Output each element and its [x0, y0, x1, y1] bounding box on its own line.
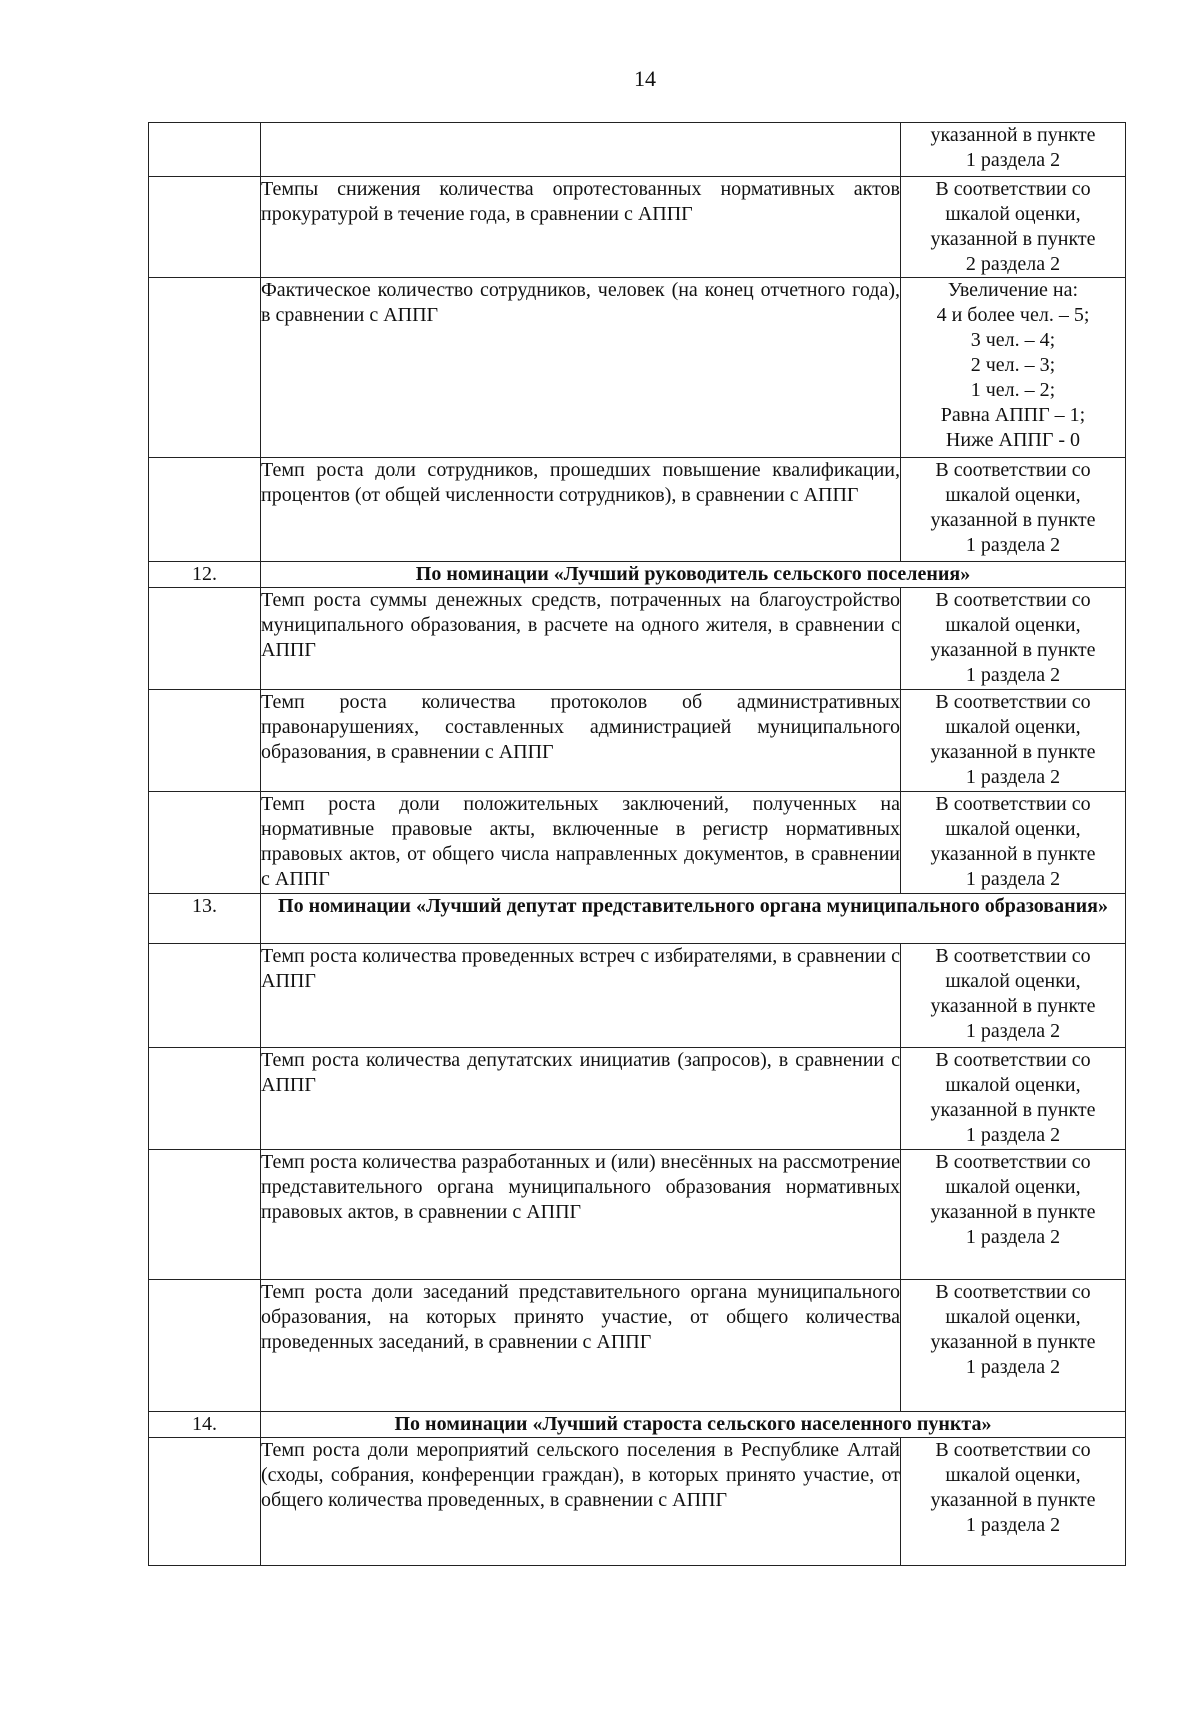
scoring-cell — [901, 177, 1126, 278]
nomination-title: По номинации «Лучший депутат представительного органа муниципального образования» — [261, 894, 1126, 944]
scoring-line: шкалой оценки, — [945, 1074, 1081, 1096]
scoring-line: 1 раздела 2 — [965, 1514, 1061, 1536]
scoring-line: В соответствии со — [935, 178, 1091, 200]
scoring-line: 1 раздела 2 — [965, 868, 1061, 890]
scoring-line: 1 раздела 2 — [965, 1356, 1061, 1378]
criteria-table-body — [149, 123, 1126, 1566]
criterion-text: Темп роста доли положительных заключений, полученных на нормативные правовые акты, включенные в регистр нормативных правовых актов, от общего числа направленных документов, в сравнении с АППГ — [261, 792, 901, 894]
row-number-cell — [149, 1048, 261, 1150]
nomination-row — [149, 1412, 1126, 1438]
scoring-line: указанной в пункте — [930, 995, 1096, 1017]
scoring-line: 1 раздела 2 — [965, 1124, 1061, 1146]
scoring-line: указанной в пункте — [930, 843, 1096, 865]
page-number: 14 — [634, 66, 656, 91]
criterion-text: Темп роста суммы денежных средств, потраченных на благоустройство муниципального образования, в расчете на одного жителя, в сравнении с АППГ — [261, 588, 901, 690]
criterion-row — [149, 458, 1126, 562]
row-number-cell — [149, 1280, 261, 1412]
scoring-cell — [901, 1438, 1126, 1566]
criterion-text — [261, 123, 901, 177]
scoring-line: В соответствии со — [935, 459, 1091, 481]
nomination-number: 13. — [149, 894, 261, 944]
scoring-line: В соответствии со — [935, 1439, 1091, 1461]
scoring-line: шкалой оценки, — [945, 716, 1081, 738]
scoring-line: 2 раздела 2 — [965, 253, 1061, 275]
criterion-text: Темп роста количества депутатских инициатив (запросов), в сравнении с АППГ — [261, 1048, 901, 1150]
row-number-cell — [149, 1438, 261, 1566]
scoring-cell — [901, 588, 1126, 690]
criterion-text: Темп роста доли заседаний представительного органа муниципального образования, на которых принято участие, от общего количества проведенных заседаний, в сравнении с АППГ — [261, 1280, 901, 1412]
scoring-line: шкалой оценки, — [945, 1176, 1081, 1198]
row-number-cell — [149, 177, 261, 278]
scoring-line: указанной в пункте — [930, 1099, 1096, 1121]
row-number-cell — [149, 123, 261, 177]
criterion-row — [149, 588, 1126, 690]
scoring-line: указанной в пункте — [930, 124, 1096, 146]
criterion-row — [149, 792, 1126, 894]
scoring-line: шкалой оценки, — [945, 818, 1081, 840]
criterion-row — [149, 177, 1126, 278]
scoring-line: В соответствии со — [935, 945, 1091, 967]
nomination-title: По номинации «Лучший староста сельского населенного пункта» — [261, 1412, 1126, 1438]
scoring-line: 1 раздела 2 — [965, 1226, 1061, 1248]
row-number-cell — [149, 458, 261, 562]
scoring-line: 1 чел. – 2; — [970, 379, 1056, 401]
row-number-cell — [149, 1150, 261, 1280]
criterion-row — [149, 1280, 1126, 1412]
nomination-number: 14. — [149, 1412, 261, 1438]
scoring-line: шкалой оценки, — [945, 1464, 1081, 1486]
criterion-row — [149, 1048, 1126, 1150]
scoring-line: В соответствии со — [935, 1151, 1091, 1173]
scoring-cell — [901, 690, 1126, 792]
scoring-cell — [901, 1280, 1126, 1412]
criterion-text: Темпы снижения количества опротестованных нормативных актов прокуратурой в течение года, в сравнении с АППГ — [261, 177, 901, 278]
criterion-row — [149, 1150, 1126, 1280]
row-number-cell — [149, 690, 261, 792]
scoring-line: 1 раздела 2 — [965, 1020, 1061, 1042]
scoring-cell — [901, 278, 1126, 458]
criterion-text: Темп роста доли мероприятий сельского поселения в Республике Алтай (сходы, собрания, конференции граждан), в которых принято участие, от общего количества проведенных, в сравнении с АППГ — [261, 1438, 901, 1566]
scoring-line: шкалой оценки, — [945, 203, 1081, 225]
scoring-line: В соответствии со — [935, 1049, 1091, 1071]
scoring-line: В соответствии со — [935, 1281, 1091, 1303]
scoring-line: шкалой оценки, — [945, 614, 1081, 636]
row-number-cell — [149, 944, 261, 1048]
scoring-line: указанной в пункте — [930, 1201, 1096, 1223]
scoring-line: шкалой оценки, — [945, 1306, 1081, 1328]
scoring-line: 3 чел. – 4; — [970, 329, 1056, 351]
scoring-line: В соответствии со — [935, 691, 1091, 713]
scoring-cell — [901, 1048, 1126, 1150]
scoring-line: В соответствии со — [935, 793, 1091, 815]
scoring-line: 1 раздела 2 — [965, 149, 1061, 171]
scoring-line: Увеличение на: — [947, 279, 1079, 301]
scoring-line: 2 чел. – 3; — [970, 354, 1056, 376]
scoring-line: 1 раздела 2 — [965, 664, 1061, 686]
row-number-cell — [149, 278, 261, 458]
scoring-line: 4 и более чел. – 5; — [936, 304, 1090, 326]
scoring-line: указанной в пункте — [930, 1489, 1096, 1511]
criterion-row — [149, 1438, 1126, 1566]
criterion-row — [149, 690, 1126, 792]
scoring-line: Ниже АППГ - 0 — [945, 429, 1081, 451]
scoring-cell — [901, 123, 1126, 177]
criteria-table — [148, 122, 1126, 1566]
criterion-row — [149, 123, 1126, 177]
scoring-line: шкалой оценки, — [945, 484, 1081, 506]
nomination-row — [149, 562, 1126, 588]
nomination-number: 12. — [149, 562, 261, 588]
criterion-row — [149, 278, 1126, 458]
scoring-line: указанной в пункте — [930, 741, 1096, 763]
criterion-text: Темп роста количества разработанных и (или) внесённых на рассмотрение представительного органа муниципального образования нормативных правовых актов, в сравнении с АППГ — [261, 1150, 901, 1280]
criterion-text: Темп роста доли сотрудников, прошедших повышение квалификации, процентов (от общей численности сотрудников), в сравнении с АППГ — [261, 458, 901, 562]
row-number-cell — [149, 588, 261, 690]
scoring-line: указанной в пункте — [930, 639, 1096, 661]
nomination-title: По номинации «Лучший руководитель сельского поселения» — [261, 562, 1126, 588]
scoring-line: шкалой оценки, — [945, 970, 1081, 992]
scoring-line: указанной в пункте — [930, 509, 1096, 531]
nomination-row — [149, 894, 1126, 944]
criterion-row — [149, 944, 1126, 1048]
scoring-line: В соответствии со — [935, 589, 1091, 611]
row-number-cell — [149, 792, 261, 894]
scoring-line: 1 раздела 2 — [965, 534, 1061, 556]
criterion-text: Темп роста количества протоколов об административных правонарушениях, составленных администрацией муниципального образования, в сравнении с АППГ — [261, 690, 901, 792]
scoring-cell — [901, 792, 1126, 894]
scoring-cell — [901, 1150, 1126, 1280]
scoring-cell — [901, 458, 1126, 562]
scoring-line: указанной в пункте — [930, 1331, 1096, 1353]
scoring-cell — [901, 944, 1126, 1048]
criterion-text: Фактическое количество сотрудников, человек (на конец отчетного года), в сравнении с АППГ — [261, 278, 901, 458]
criterion-text: Темп роста количества проведенных встреч с избирателями, в сравнении с АППГ — [261, 944, 901, 1048]
scoring-line: Равна АППГ – 1; — [940, 404, 1086, 426]
scoring-line: 1 раздела 2 — [965, 766, 1061, 788]
scoring-line: указанной в пункте — [930, 228, 1096, 250]
